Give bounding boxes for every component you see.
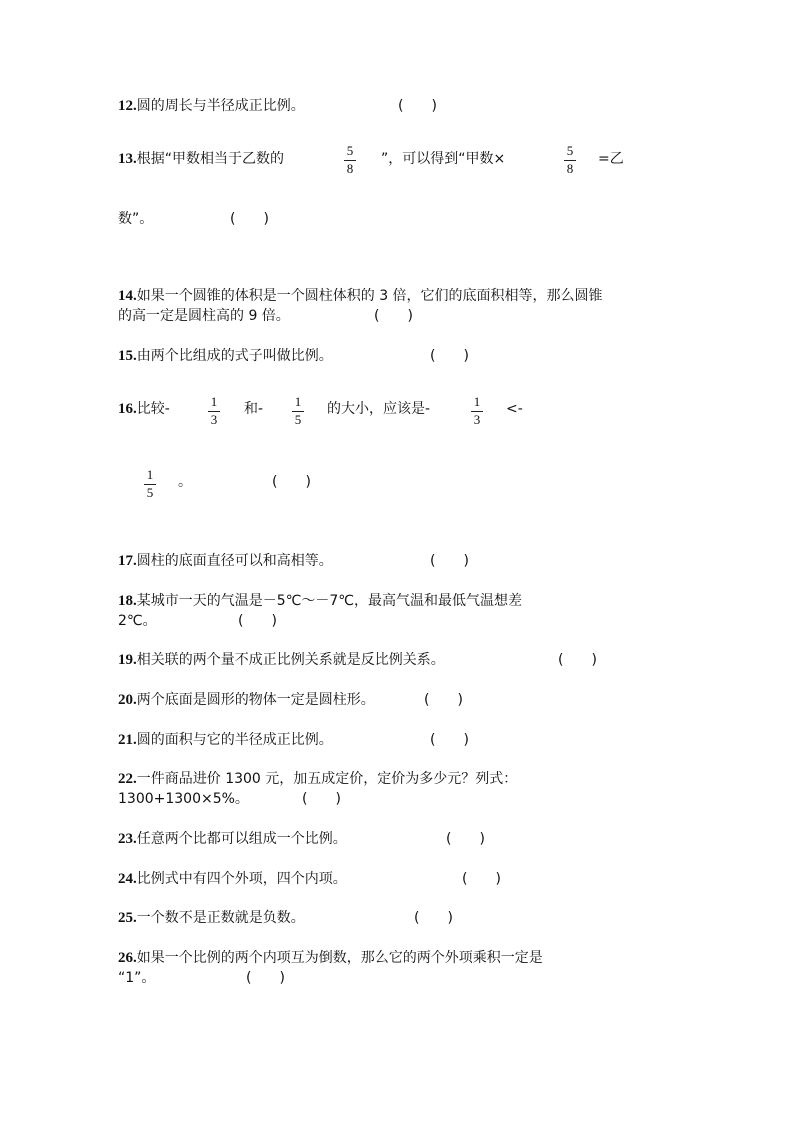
numerator: 5 [346, 143, 354, 158]
answer-blank[interactable]: ( ) [430, 348, 469, 364]
question-12 [118, 97, 305, 115]
question-text: 的大小，应该是- [327, 401, 431, 417]
question-text: 2℃。 [118, 613, 157, 629]
question-text: 圆的面积与它的半径成正比例。 [136, 732, 333, 748]
denominator: 3 [210, 412, 218, 427]
question-text: 比较- [136, 401, 170, 417]
answer-blank[interactable]: ( ) [302, 791, 341, 807]
question-text: 由两个比组成的式子叫做比例。 [136, 348, 333, 364]
answer-blank[interactable]: ( ) [272, 474, 311, 490]
denominator: 5 [146, 485, 154, 500]
fraction [142, 468, 158, 500]
question-text: 某城市一天的气温是－5℃～－7℃，最高气温和最低气温想差 [136, 593, 523, 609]
fraction [206, 395, 222, 427]
question-text: ”，可以得到“甲数× [381, 151, 506, 167]
question-text: <- [506, 401, 523, 417]
question-text: 如果一个比例的两个内项互为倒数，那么它的两个外项乘积一定是 [136, 950, 543, 966]
answer-blank[interactable]: ( ) [424, 692, 463, 708]
denominator: 8 [566, 161, 574, 176]
numerator: 1 [473, 394, 481, 409]
question-text: 的高一定是圆柱高的 9 倍。 [118, 308, 290, 324]
question-text: 和- [244, 401, 264, 417]
fraction [342, 144, 358, 176]
question-number: 25. [118, 910, 137, 926]
question-16 [118, 400, 170, 418]
question-text: 相关联的两个量不成正比例关系就是反比例关系。 [136, 652, 445, 668]
question-19 [118, 651, 445, 669]
answer-blank[interactable]: ( ) [558, 652, 597, 668]
question-text: 根据“甲数相当于乙数的 [136, 151, 285, 167]
numerator: 5 [566, 143, 574, 158]
question-text: “1”。 [118, 970, 156, 986]
question-number: 24. [118, 871, 137, 887]
question-24 [118, 870, 347, 888]
answer-blank[interactable]: ( ) [446, 831, 485, 847]
question-number: 14. [118, 288, 137, 304]
answer-blank[interactable]: ( ) [430, 553, 469, 569]
numerator: 1 [146, 467, 154, 482]
question-number: 23. [118, 831, 137, 847]
question-number: 22. [118, 771, 137, 787]
question-25 [118, 909, 305, 927]
question-number: 26. [118, 950, 137, 966]
answer-blank[interactable]: ( ) [430, 732, 469, 748]
answer-blank[interactable]: ( ) [230, 211, 269, 227]
question-text: 。 [178, 474, 192, 490]
question-number: 12. [118, 98, 137, 114]
question-18 [118, 592, 522, 610]
question-number: 16. [118, 401, 137, 417]
question-text: 圆的周长与半径成正比例。 [136, 98, 305, 114]
answer-blank[interactable]: ( ) [374, 308, 413, 324]
question-21 [118, 731, 333, 749]
question-number: 21. [118, 732, 137, 748]
question-number: 15. [118, 348, 137, 364]
question-20 [118, 691, 375, 709]
question-text: 1300+1300×5%。 [118, 791, 249, 807]
denominator: 8 [346, 161, 354, 176]
answer-blank[interactable]: ( ) [414, 910, 453, 926]
answer-blank[interactable]: ( ) [246, 970, 285, 986]
fraction [290, 395, 306, 427]
question-number: 13. [118, 151, 137, 167]
question-text: 比例式中有四个外项，四个内项。 [136, 871, 347, 887]
question-14 [118, 287, 603, 305]
numerator: 1 [210, 394, 218, 409]
question-17 [118, 552, 333, 570]
question-22 [118, 770, 517, 788]
question-23 [118, 830, 347, 848]
fraction [562, 144, 578, 176]
answer-blank[interactable]: ( ) [462, 871, 501, 887]
question-text: 数”。 [118, 211, 154, 227]
question-text: 如果一个圆锥的体积是一个圆柱体积的 3 倍，它们的底面积相等，那么圆锥 [136, 288, 603, 304]
question-text: 两个底面是圆形的物体一定是圆柱形。 [136, 692, 375, 708]
answer-blank[interactable]: ( ) [238, 613, 277, 629]
question-text: 一件商品进价 1300 元，加五成定价，定价为多少元？列式： [136, 771, 518, 787]
denominator: 5 [294, 412, 302, 427]
question-text: 一个数不是正数就是负数。 [136, 910, 305, 926]
question-text: 任意两个比都可以组成一个比例。 [136, 831, 347, 847]
question-text: 圆柱的底面直径可以和高相等。 [136, 553, 333, 569]
question-13 [118, 150, 284, 168]
question-number: 20. [118, 692, 137, 708]
question-text: =乙 [598, 151, 624, 167]
question-number: 17. [118, 553, 137, 569]
question-number: 18. [118, 593, 137, 609]
denominator: 3 [473, 412, 481, 427]
answer-blank[interactable]: ( ) [398, 98, 437, 114]
question-26 [118, 949, 543, 967]
question-15 [118, 347, 333, 365]
fraction [469, 395, 485, 427]
numerator: 1 [294, 394, 302, 409]
question-number: 19. [118, 652, 137, 668]
